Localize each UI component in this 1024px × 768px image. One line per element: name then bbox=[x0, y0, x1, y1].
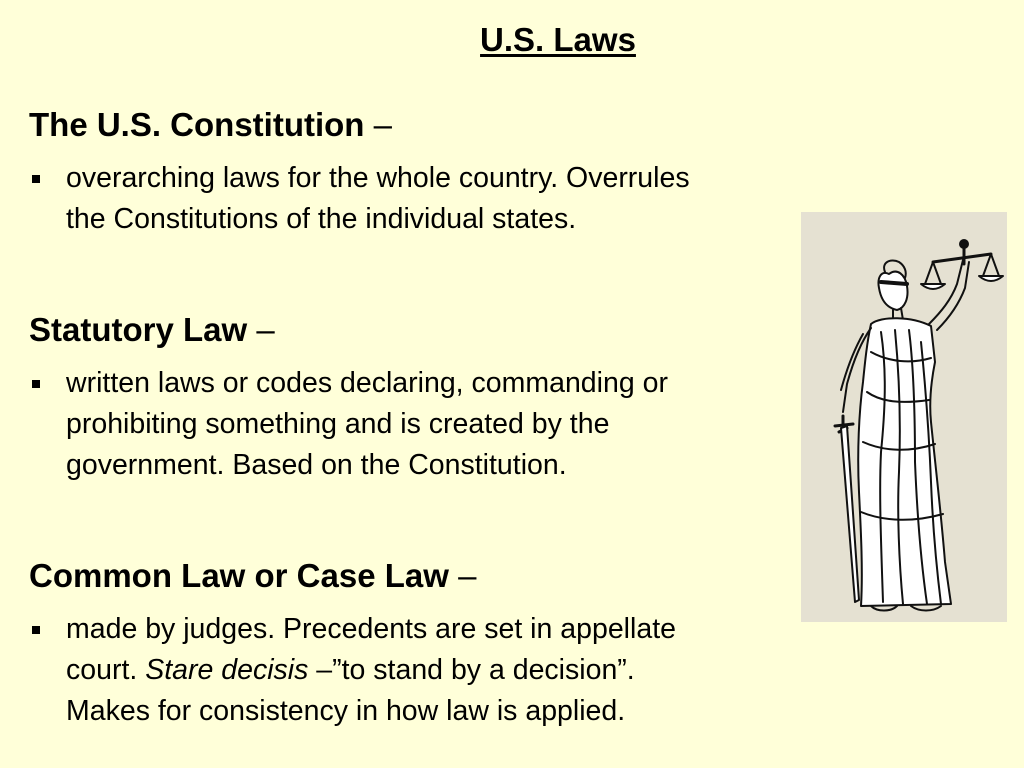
section-heading bbox=[29, 310, 829, 350]
bullet-line: Makes for consistency in how law is applied. bbox=[66, 695, 626, 727]
heading-dash: – bbox=[364, 106, 392, 143]
heading-text: Common Law or Case Law bbox=[29, 557, 449, 594]
bullet-line: overarching laws for the whole country. Overrules bbox=[66, 162, 690, 194]
section-statutory-law bbox=[29, 310, 829, 486]
line-suffix: –”to stand by a decision”. bbox=[308, 654, 635, 686]
bullet-line: government. Based on the Constitution. bbox=[66, 449, 567, 481]
bullet-item bbox=[29, 363, 829, 486]
lady-justice-icon bbox=[801, 212, 1007, 622]
bullet-line: the Constitutions of the individual states. bbox=[66, 203, 577, 235]
bullet-line: written laws or codes declaring, commanding or bbox=[66, 367, 668, 399]
line-prefix: court. bbox=[66, 654, 146, 686]
section-common-law bbox=[29, 556, 829, 732]
square-bullet-icon bbox=[32, 175, 40, 183]
heading-text: Statutory Law bbox=[29, 311, 248, 348]
section-constitution bbox=[29, 105, 829, 240]
section-heading bbox=[29, 556, 829, 596]
heading-dash: – bbox=[448, 557, 477, 594]
heading-dash: – bbox=[247, 311, 275, 348]
square-bullet-icon bbox=[32, 380, 40, 388]
bullet-item bbox=[29, 158, 829, 240]
italic-term: Stare decisis bbox=[145, 654, 309, 686]
section-heading bbox=[29, 105, 829, 145]
square-bullet-icon bbox=[32, 626, 40, 634]
bullet-item bbox=[29, 609, 829, 732]
lady-justice-illustration bbox=[801, 212, 1007, 622]
bullet-line: prohibiting something and is created by the bbox=[66, 408, 610, 440]
bullet-line bbox=[66, 650, 829, 691]
slide-title: U.S. Laws bbox=[480, 21, 636, 58]
heading-text: The U.S. Constitution bbox=[29, 106, 365, 143]
bullet-line: made by judges. Precedents are set in appellate bbox=[66, 613, 676, 645]
